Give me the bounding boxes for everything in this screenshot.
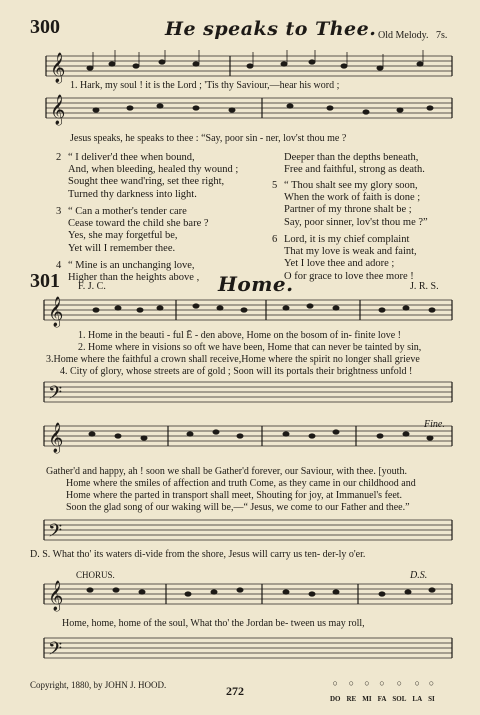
svg-text:𝄢: 𝄢 xyxy=(48,520,63,545)
music-staff xyxy=(0,376,480,412)
svg-text:𝄞: 𝄞 xyxy=(50,95,66,124)
solfege-syllable: DO xyxy=(330,695,341,703)
svg-text:𝄢: 𝄢 xyxy=(48,382,63,407)
hymn-title: He speaks to Thee. xyxy=(165,18,377,40)
shape-note-icon: ○ xyxy=(396,678,403,688)
lyric-line: Jesus speaks, he speaks to thee : “Say, poor sin - ner, lov'st thou me ? xyxy=(70,133,347,144)
melody-credit: Old Melody. xyxy=(378,30,429,41)
solfege-syllable: SOL xyxy=(392,695,407,703)
music-staff xyxy=(0,514,480,550)
music-staff xyxy=(0,418,480,458)
verse-text: “ Mine is an unchanging love, Higher than the heights above , xyxy=(68,260,200,284)
meter: 7s. xyxy=(436,30,448,41)
lyric-line: Soon the glad song of our waking will be,—“ Jesus, we come to our Father and thee.” xyxy=(66,502,410,513)
shape-note-icon: ○ xyxy=(332,678,338,688)
ds-marking: D.S. xyxy=(410,570,428,581)
chorus-label: CHORUS. xyxy=(76,570,115,580)
composer-initials-left: F. J. C. xyxy=(78,281,106,292)
svg-text:𝄞: 𝄞 xyxy=(48,581,64,610)
svg-text:𝄞: 𝄞 xyxy=(50,53,66,82)
lyric-line: Gather'd and happy, ah ! soon we shall be Gather'd forever, our Saviour, with thee. [youth. xyxy=(46,466,407,477)
music-staff xyxy=(0,292,480,332)
verse-number: 3 xyxy=(56,206,62,217)
verse-number: 6 xyxy=(272,234,278,245)
shape-note-icon: ○ xyxy=(348,678,355,688)
lyric-line: 4. City of glory, whose streets are of gold ; Soon will its portals their brightness unfold ! xyxy=(60,366,413,377)
verse-text: “ I deliver'd thee when bound, And, when bleeding, healed thy wound ; Sought thee wand'ring, set thee right, Turned thy darkness into light. xyxy=(68,152,239,200)
solfege-legend xyxy=(330,678,435,706)
solfege-syllable: SI xyxy=(428,695,435,703)
shape-note-icon: ○ xyxy=(428,678,435,688)
copyright-notice: Copyright, 1880, by JOHN J. HOOD. xyxy=(30,680,167,690)
svg-text:𝄞: 𝄞 xyxy=(48,297,64,326)
music-staff xyxy=(0,630,480,670)
verse-text: “ Can a mother's tender care Cease toward the child she bare ? Yes, she may forgetful be, Yet will I remember thee. xyxy=(68,206,209,254)
hymn-title: Home. xyxy=(218,272,294,296)
svg-text:𝄢: 𝄢 xyxy=(48,638,63,663)
svg-text:𝄞: 𝄞 xyxy=(48,423,64,452)
hymn-number: 300 xyxy=(30,16,60,38)
lyric-line: 1. Hark, my soul ! it is the Lord ; 'Tis thy Saviour,—hear his word ; xyxy=(70,80,340,91)
verses-right xyxy=(272,152,472,282)
shape-note-icon: ○ xyxy=(364,678,370,688)
lyric-line: 3.Home where the faithful a crown shall receive,Home where the spirit no longer shall grieve xyxy=(46,354,420,365)
lyric-line: Home where the smiles of affection and truth Come, as they came in our childhood and xyxy=(66,478,416,489)
composer-initials-right: J. R. S. xyxy=(410,281,439,292)
music-staff xyxy=(0,92,480,128)
hymn-number: 301 xyxy=(30,270,60,292)
solfege-syllable: MI xyxy=(362,695,372,703)
shape-note-icon: ○ xyxy=(379,678,385,688)
solfege-syllable: RE xyxy=(346,695,357,703)
solfege-syllable: FA xyxy=(377,695,387,703)
ds-lyric-line: D. S. What tho' its waters di-vide from the shore, Jesus will carry us ten- der-ly o'er. xyxy=(30,549,366,560)
verse-text: Deeper than the depths beneath, Free and faithful, strong as death. xyxy=(284,152,425,176)
shape-note-icon: ○ xyxy=(414,678,420,688)
verse-number: 2 xyxy=(56,152,62,163)
lyric-line: 1. Home in the beauti - ful Ē - den above, Home on the bosom of in- finite love ! xyxy=(78,330,401,341)
verse-text: “ Thou shalt see my glory soon, When the work of faith is done ; Partner of my throne shalt be ; Say, poor sinner, lov'st thou me ?” xyxy=(284,180,428,228)
solfege-syllable: LA xyxy=(412,695,423,703)
verses-left xyxy=(56,152,261,286)
fine-marking: Fine. xyxy=(424,419,445,430)
music-staff xyxy=(0,576,480,616)
chorus-lyric-line: Home, home, home of the soul, What tho' the Jordan be- tween us may roll, xyxy=(62,618,365,629)
lyric-line: Home where the parted in transport shall meet, Shouting for joy, at Immanuel's feet. xyxy=(66,490,403,501)
verse-number: 4 xyxy=(56,260,62,271)
page-number: 272 xyxy=(226,684,244,698)
lyric-line: 2. Home where in visions so oft we have been, Home that can never be tainted by sin, xyxy=(78,342,422,353)
verse-number: 5 xyxy=(272,180,278,191)
verse-text: Lord, it is my chief complaint That my love is weak and faint, Yet I love thee and adore ; O for grace to love thee more ! xyxy=(284,234,417,282)
